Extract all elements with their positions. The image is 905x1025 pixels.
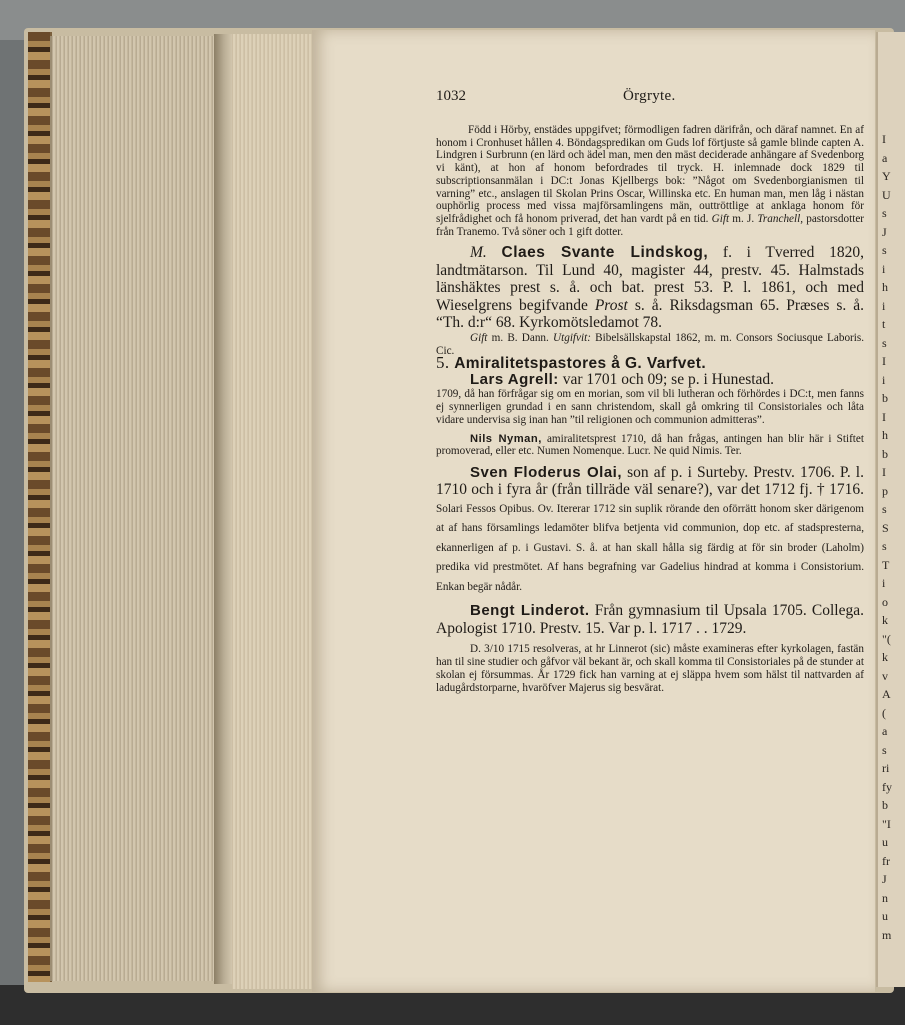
next-page-fragment: Y (882, 169, 891, 183)
next-page-fragment: h (882, 280, 888, 294)
entry-linderot: Bengt Linderot. Från gymnasium til Upsala 1705. Collega. Apologist 1710. Prestv. 15. Var p. l. 1717 . . 1729. (436, 602, 864, 637)
entry-floderus: Sven Floderus Olai, son af p. i Surteby. Prestv. 1706. P. l. 1710 och i fyra år (från tillräde väl senare?), var det 1712 fj. † 1716. Solari Fessos Opibus. Ov. Itererar 1712 sin suplik rörande den oförrätt honom sker därigenom at af hans församlings ledamöter blifva betjenta vid communion, dop etc. af stadspresterna, ekannerligen af p. i Gustavi. S. å. at han skall hålla sig färdig at för sin broder (Laholm) predika vid prestmötet. Af hans begrafning var Gadelius hindrad at komma i Consistorium. Enkan begär nådår. (436, 463, 864, 593)
next-page-fragment: I (882, 465, 886, 479)
person-name: Bengt Linderot. (470, 602, 590, 620)
next-page-fragment: I (882, 409, 886, 424)
page-text (436, 90, 864, 694)
person-name: Lars Agrell: (470, 370, 559, 388)
middle-page-stack (232, 34, 314, 989)
book-spine (28, 32, 52, 982)
next-page-fragment: u (882, 909, 888, 923)
next-page-fragment: A (882, 687, 891, 701)
person-name: Sven Floderus Olai, (470, 463, 622, 481)
next-page-fragment: ri (882, 761, 890, 775)
next-page-fragment: b (882, 391, 888, 405)
next-page-fragment: s (882, 502, 887, 516)
next-page-fragment: s (882, 243, 887, 257)
next-page-fragment: u (882, 835, 888, 849)
next-page-fragment: fr (882, 853, 890, 868)
page-number: 1032 (436, 88, 466, 104)
next-page-fragment: s (882, 539, 887, 553)
next-page-fragment: b (882, 798, 888, 812)
next-page-fragment: ( (882, 705, 886, 720)
section-heading: 5. Amiralitetspastores å G. Varfvet. (436, 353, 707, 373)
next-page-fragment: i (882, 576, 886, 590)
next-page-fragment: a (882, 724, 888, 738)
page-header (436, 90, 864, 110)
next-page-fragment: i (882, 298, 886, 313)
next-page-fragment: s (882, 206, 887, 220)
next-page-fragment: J (882, 224, 887, 239)
next-page-fragment: a (882, 150, 888, 165)
next-page-fragment: i (882, 372, 886, 387)
next-page-fragment: fy (882, 779, 892, 794)
left-page-stack (50, 36, 217, 981)
next-page-fragment: "I (882, 816, 891, 831)
entry-lindskog: M. Claes Svante Lindskog, f. i Tverred 1820, landtmätarson. Til Lund 40, magister 44, prestv. 45. Halmstads länshäktes prest s. å. och bat. prest 53. P. l. 1861, och med Wieselgrens begifvande Prost s. å. Riksdagsman 65. Præses s. å. “Th. d:r“ 68. Kyrkomötsledamot 78. (436, 244, 865, 332)
running-head: Örgryte. (623, 88, 676, 104)
next-page-fragment: S (882, 520, 889, 535)
person-name: Claes Svante Lindskog, (501, 244, 709, 262)
entry-agrell: Lars Agrell: var 1701 och 09; se p. i Hunestad. (470, 370, 775, 388)
next-page-fragment: U (882, 187, 891, 202)
lindskog-note: Gift m. B. Dann. Utgifvit: Bibelsällskapstal 1862, m. m. Consors Sociusque Laboris. Cic. (436, 331, 865, 357)
next-page-fragment: m (882, 927, 892, 942)
next-page-fragment: k (882, 650, 888, 664)
next-page-fragment: t (882, 317, 886, 331)
next-page-fragment: h (882, 428, 888, 442)
next-page-fragment: p (882, 483, 888, 498)
paragraph-hörby: Född i Hörby, enstädes uppgifvet; förmodligen fadren därifrån, och däraf namnet. En af honom i Cronhuset hållen 4. Böndagspredikan om Guds lof förtjuste så gamle blinde capten A. Lindgren i Surbrunn (en lärd och ädel man, men den mäst deciderade anhängare af Svedenborg vi känt), at hon af honom befordrades til tryck. H. inlemnade dock 1829 til subscriptionsanmälan i DC:t Jonas Kjellbergs bok: ”Något om Svedenborgianismen til varning” etc., anslagen til Skolan Prins Oscar, Willinska etc. En human man, men låg i nästan ouphörlig process med vissa majförsamlingens män, outtröttlige at anklaga honom för sjelfrådighet och få honom priverad, det han vardt på en tid. Gift m. J. Tranchell, pastorsdotter från Tranemo. Två söner och 1 gift dotter. (436, 124, 865, 238)
next-page-fragment: s (882, 335, 887, 350)
next-page-fragment: J (882, 872, 887, 886)
next-page-fragment: T (882, 557, 890, 572)
next-page-fragment: o (882, 594, 888, 609)
next-page-fragment: i (882, 261, 886, 276)
next-page-fragment: s (882, 742, 887, 757)
entry-linderot-details: D. 3/10 1715 resolveras, at hr Linnerot (sic) måste examineras efter kyrkolagen, fastän han til sine studier och gåfvor väl bekant är, och skall komma til Consistoriales på de stunder at skolan ej försummas. År 1729 fick han varning at ej släppa hvem som hälst til nattvarden af ladugårdstorparne, hvaröfver Majerus sig besvärat. (436, 643, 864, 694)
next-page-fragment: I (882, 354, 886, 368)
next-page-fragment: v (882, 668, 888, 683)
next-page-fragment: b (882, 446, 888, 461)
entry-nyman: Nils Nyman, amiralitetsprest 1710, då han frågas, antingen han blir här i Stiftet promoverad, eller etc. Numen Nomenque. Lucr. Ne quid Nimis. Ter. (436, 432, 864, 458)
next-page-edge (876, 32, 905, 987)
person-name: Nils Nyman, (470, 432, 542, 445)
next-page-fragment: k (882, 613, 888, 627)
entry-agrell-details: 1709, då han förfrågar sig om en morian, som vil bli lutheran och förhördes i DC:t, men fanns ej synnerligen grundad i en sann christendom, skall gå omkring til Consistoriales och låta vidare undervisa sig inan han ”til religionen och communion admitteras”. (436, 388, 864, 426)
next-page-fragment: n (882, 890, 888, 905)
next-page-fragment: I (882, 132, 886, 146)
next-page-fragment: "( (882, 631, 891, 646)
book-gutter (214, 34, 234, 984)
